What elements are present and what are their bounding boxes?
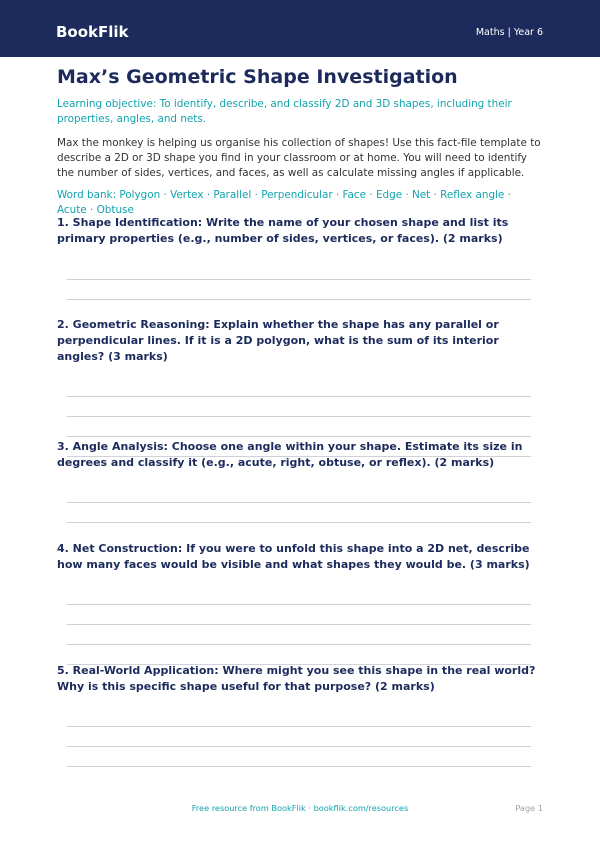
word-bank: Word bank: Polygon · Vertex · Parallel · Perpendicular · Face · Edge · Net · Reflex angle · Acute · Obtuse	[57, 189, 511, 216]
answer-line[interactable]	[67, 502, 531, 503]
answer-line[interactable]	[67, 746, 531, 747]
question-text: 2. Geometric Reasoning: Explain whether the shape has any parallel or perpendicular lines. If it is a 2D polygon, what is the sum of its interior angles? (3 marks)	[57, 318, 499, 363]
question-3	[57, 439, 543, 471]
answer-line[interactable]	[67, 604, 531, 605]
question-5	[57, 663, 543, 695]
question-text: 3. Angle Analysis: Choose one angle within your shape. Estimate its size in degrees and classify it (e.g., acute, right, obtuse, or reflex). (2 marks)	[57, 440, 523, 469]
learning-objective: Learning objective: To identify, describe, and classify 2D and 3D shapes, including their properties, angles, and nets.	[57, 98, 512, 125]
answer-line[interactable]	[67, 644, 531, 645]
question-2	[57, 317, 543, 365]
intro-section	[57, 64, 543, 218]
question-4	[57, 541, 543, 573]
page-header	[0, 0, 600, 57]
question-text: 1. Shape Identification: Write the name of your chosen shape and list its primary properties (e.g., number of sides, vertices, or faces). (2 marks)	[57, 216, 509, 245]
page-number: Page 1	[515, 803, 543, 813]
answer-line[interactable]	[67, 522, 531, 523]
answer-line[interactable]	[67, 279, 531, 280]
answer-line[interactable]	[67, 726, 531, 727]
answer-line[interactable]	[67, 396, 531, 397]
intro-paragraph: Max the monkey is helping us organise his collection of shapes! Use this fact-file template to describe a 2D or 3D shape you find in your classroom or at home. You will need to identify the number of sides, vertices, and faces, as well as calculate missing angles if applicable.	[57, 137, 541, 179]
question-1	[57, 215, 543, 247]
answer-line[interactable]	[67, 436, 531, 437]
page-title: Max’s Geometric Shape Investigation	[57, 66, 458, 88]
footer-resource-link[interactable]: Free resource from BookFlik · bookflik.com/resources	[191, 803, 409, 813]
brand-logo: BookFlik	[56, 23, 129, 41]
answer-line[interactable]	[67, 299, 531, 300]
answer-line[interactable]	[67, 624, 531, 625]
question-text: 5. Real-World Application: Where might you see this shape in the real world? Why is this specific shape useful for that purpose? (2 marks)	[57, 664, 536, 693]
question-text: 4. Net Construction: If you were to unfold this shape into a 2D net, describe how many faces would be visible and what shapes they would be. (3 marks)	[57, 542, 530, 571]
answer-line[interactable]	[67, 416, 531, 417]
answer-line[interactable]	[67, 766, 531, 767]
subject-year-label: Maths | Year 6	[475, 27, 543, 38]
